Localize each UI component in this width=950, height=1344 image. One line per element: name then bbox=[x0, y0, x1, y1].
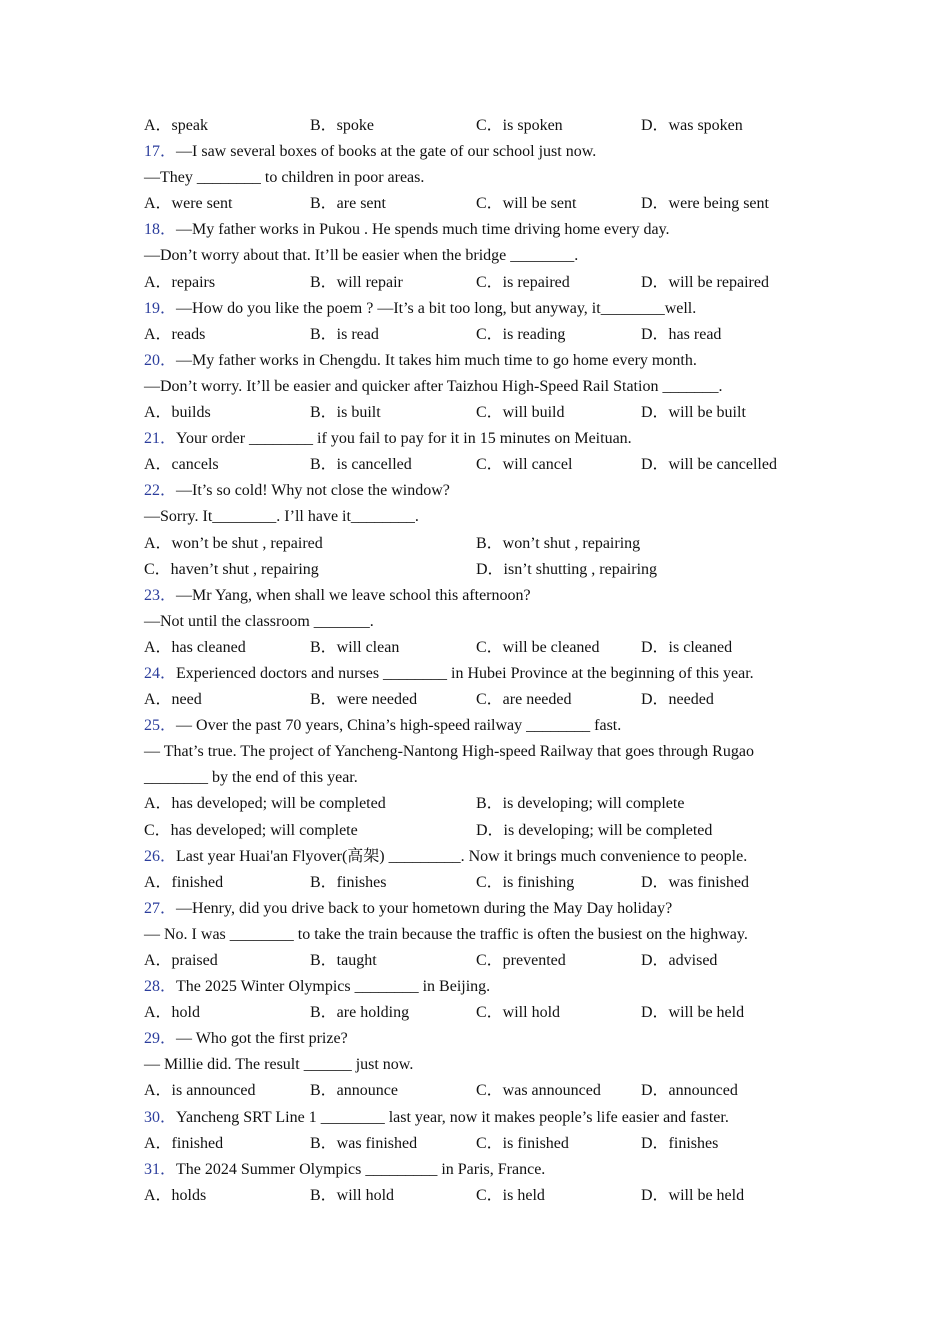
question-number: 26． bbox=[144, 847, 177, 865]
option-b: B．taught bbox=[310, 952, 377, 969]
question-number: 27． bbox=[144, 899, 177, 917]
option-c: C．is spoken bbox=[476, 117, 563, 134]
option-c: C．is finished bbox=[476, 1134, 569, 1152]
option-c: C．prevented bbox=[476, 952, 566, 969]
options-row bbox=[144, 452, 804, 478]
question-text: The 2024 Summer Olympics _________ in Paris, France. bbox=[176, 1160, 546, 1178]
question-text: —My father works in Pukou . He spends much time driving home every day. bbox=[176, 221, 670, 239]
option-b: B．finishes bbox=[310, 873, 387, 891]
lead-options-row bbox=[144, 113, 804, 139]
question-text: —My father works in Chengdu. It takes him much time to go home every month. bbox=[176, 351, 697, 369]
question-stem bbox=[144, 1105, 804, 1131]
option-b: B．will hold bbox=[310, 1186, 395, 1204]
question-22 bbox=[144, 478, 804, 582]
option-a: A．holds bbox=[144, 1186, 207, 1204]
option-d: D．will be repaired bbox=[641, 273, 769, 291]
options-row bbox=[144, 1131, 804, 1157]
question-text-line: —Not until the classroom _______. bbox=[144, 612, 374, 630]
option-c: C．is repaired bbox=[476, 273, 570, 291]
question-30 bbox=[144, 1105, 804, 1157]
question-text-line: —Don’t worry about that. It’ll be easier when the bridge ________. bbox=[144, 247, 579, 265]
options-row bbox=[144, 791, 804, 817]
options-row bbox=[144, 322, 804, 348]
options-row bbox=[144, 1078, 804, 1104]
option-b: B．is cancelled bbox=[310, 456, 412, 474]
option-b: B．will clean bbox=[310, 638, 400, 656]
option-c: C．will be sent bbox=[476, 195, 577, 213]
question-number: 31． bbox=[144, 1160, 177, 1178]
option-a: A．has cleaned bbox=[144, 638, 246, 656]
question-text-line: —They ________ to children in poor areas. bbox=[144, 169, 425, 187]
option-d: D．has read bbox=[641, 325, 722, 343]
question-stem bbox=[144, 348, 804, 374]
option-d: D．isn’t shutting , repairing bbox=[476, 560, 658, 578]
question-text-line: — That’s true. The project of Yancheng-Nantong High-speed Railway that goes through Rugao bbox=[144, 743, 754, 761]
option-d: D．was spoken bbox=[641, 117, 743, 134]
questions-container bbox=[144, 139, 804, 1209]
question-stem bbox=[144, 426, 804, 452]
option-b: B．is read bbox=[310, 325, 379, 343]
question-number: 30． bbox=[144, 1108, 177, 1126]
question-stem bbox=[144, 139, 804, 165]
question-stem bbox=[144, 296, 804, 322]
question-number: 18． bbox=[144, 221, 177, 239]
options-row bbox=[144, 531, 804, 557]
option-c: C．haven’t shut , repairing bbox=[144, 560, 319, 578]
option-d: D．will be cancelled bbox=[641, 456, 777, 474]
option-b: B．were needed bbox=[310, 691, 418, 709]
option-d: D．needed bbox=[641, 691, 714, 709]
question-number: 21． bbox=[144, 430, 177, 448]
option-a: A．finished bbox=[144, 1134, 224, 1152]
option-c: C．was announced bbox=[476, 1082, 601, 1100]
option-a: A．need bbox=[144, 691, 202, 709]
question-text: —Henry, did you drive back to your hometown during the May Day holiday? bbox=[176, 899, 673, 917]
question-21 bbox=[144, 426, 804, 478]
option-d: D．announced bbox=[641, 1082, 738, 1100]
option-a: A．reads bbox=[144, 325, 206, 343]
options-row bbox=[144, 687, 804, 713]
option-b: B．are holding bbox=[310, 1004, 410, 1022]
options-row bbox=[144, 870, 804, 896]
question-stem bbox=[144, 713, 804, 739]
question-27 bbox=[144, 896, 804, 974]
question-19 bbox=[144, 296, 804, 348]
question-stem bbox=[144, 844, 804, 870]
question-text: — Who got the first prize? bbox=[176, 1030, 348, 1048]
option-a: A．builds bbox=[144, 404, 211, 422]
options-row bbox=[144, 400, 804, 426]
option-c: C．will build bbox=[476, 404, 565, 422]
question-number: 29． bbox=[144, 1030, 177, 1048]
question-text-line: —Sorry. It________. I’ll have it________. bbox=[144, 508, 419, 526]
option-a: A．has developed; will be completed bbox=[144, 795, 386, 813]
question-text: —Mr Yang, when shall we leave school this afternoon? bbox=[176, 586, 531, 604]
option-d: D．will be held bbox=[641, 1186, 745, 1204]
options-row bbox=[144, 818, 804, 844]
option-d: D．were being sent bbox=[641, 195, 769, 213]
question-text: Last year Huai'an Flyover(高架) _________. Now it brings much convenience to people. bbox=[176, 847, 748, 865]
question-text: —I saw several boxes of books at the gate of our school just now. bbox=[176, 143, 597, 161]
option-b: B．spoke bbox=[310, 117, 375, 134]
option-c: C．will hold bbox=[476, 1004, 561, 1022]
question-17 bbox=[144, 139, 804, 217]
option-a: A．speak bbox=[144, 117, 208, 134]
question-number: 22． bbox=[144, 482, 177, 500]
option-b: B．was finished bbox=[310, 1134, 418, 1152]
question-18 bbox=[144, 217, 804, 295]
option-d: D．will be built bbox=[641, 404, 746, 422]
question-text: Experienced doctors and nurses ________ in Hubei Province at the beginning of this year. bbox=[176, 664, 754, 682]
question-24 bbox=[144, 661, 804, 713]
option-d: D．is cleaned bbox=[641, 638, 733, 656]
option-d: D．is developing; will be completed bbox=[476, 821, 713, 839]
option-c: C．is reading bbox=[476, 325, 566, 343]
question-number: 25． bbox=[144, 717, 177, 735]
question-25 bbox=[144, 713, 804, 843]
option-b: B．won’t shut , repairing bbox=[476, 534, 641, 552]
question-text-line: — Millie did. The result ______ just now. bbox=[144, 1056, 414, 1074]
question-stem bbox=[144, 217, 804, 243]
question-28 bbox=[144, 974, 804, 1026]
option-b: B．is developing; will complete bbox=[476, 795, 685, 813]
options-row bbox=[144, 635, 804, 661]
option-a: A．repairs bbox=[144, 273, 216, 291]
option-d: D．will be held bbox=[641, 1004, 745, 1022]
question-text: — Over the past 70 years, China’s high-speed railway ________ fast. bbox=[176, 717, 622, 735]
question-text: —How do you like the poem ? —It’s a bit too long, but anyway, it________well. bbox=[176, 299, 697, 317]
option-a: A．finished bbox=[144, 873, 224, 891]
question-stem bbox=[144, 1026, 804, 1052]
option-a: A．is announced bbox=[144, 1082, 256, 1100]
option-a: A．hold bbox=[144, 1004, 201, 1022]
question-stem bbox=[144, 896, 804, 922]
question-number: 28． bbox=[144, 978, 177, 996]
options-row bbox=[144, 1000, 804, 1026]
question-29 bbox=[144, 1026, 804, 1104]
question-26 bbox=[144, 844, 804, 896]
option-d: D．finishes bbox=[641, 1134, 719, 1152]
option-c: C．will cancel bbox=[476, 456, 573, 474]
question-stem bbox=[144, 661, 804, 687]
question-stem bbox=[144, 974, 804, 1000]
question-text: Yancheng SRT Line 1 ________ last year, now it makes people’s life easier and faster. bbox=[176, 1108, 729, 1126]
question-text-line: — No. I was ________ to take the train because the traffic is often the busiest on the highway. bbox=[144, 925, 748, 943]
option-c: C．has developed; will complete bbox=[144, 821, 358, 839]
question-list bbox=[144, 113, 804, 1209]
options-row bbox=[144, 191, 804, 217]
option-c: C．is held bbox=[476, 1186, 545, 1204]
question-31 bbox=[144, 1157, 804, 1209]
option-d: D．was finished bbox=[641, 873, 749, 891]
question-text-line: ________ by the end of this year. bbox=[144, 769, 358, 787]
option-a: A．praised bbox=[144, 952, 218, 969]
question-text: The 2025 Winter Olympics ________ in Beijing. bbox=[176, 978, 491, 996]
option-b: B．is built bbox=[310, 404, 381, 422]
option-c: C．will be cleaned bbox=[476, 638, 600, 656]
option-b: B．announce bbox=[310, 1082, 398, 1100]
options-row bbox=[144, 557, 804, 583]
question-text-line: —Don’t worry. It’ll be easier and quicker after Taizhou High-Speed Rail Station _______. bbox=[144, 377, 723, 395]
question-23 bbox=[144, 583, 804, 661]
question-number: 24． bbox=[144, 664, 177, 682]
question-number: 20． bbox=[144, 351, 177, 369]
option-a: A．were sent bbox=[144, 195, 233, 213]
question-number: 17． bbox=[144, 143, 177, 161]
question-stem bbox=[144, 478, 804, 504]
option-b: B．will repair bbox=[310, 273, 403, 291]
question-number: 19． bbox=[144, 299, 177, 317]
question-stem bbox=[144, 1157, 804, 1183]
option-a: A．won’t be shut , repaired bbox=[144, 534, 323, 552]
options-row bbox=[144, 1183, 804, 1209]
option-b: B．are sent bbox=[310, 195, 386, 213]
question-20 bbox=[144, 348, 804, 426]
question-stem bbox=[144, 583, 804, 609]
option-a: A．cancels bbox=[144, 456, 219, 474]
option-d: D．advised bbox=[641, 952, 718, 969]
question-text: —It’s so cold! Why not close the window? bbox=[176, 482, 450, 500]
options-row bbox=[144, 270, 804, 296]
options-row bbox=[144, 948, 804, 974]
question-text: Your order ________ if you fail to pay for it in 15 minutes on Meituan. bbox=[176, 430, 632, 448]
question-number: 23． bbox=[144, 586, 177, 604]
option-c: C．are needed bbox=[476, 691, 572, 709]
option-c: C．is finishing bbox=[476, 873, 575, 891]
